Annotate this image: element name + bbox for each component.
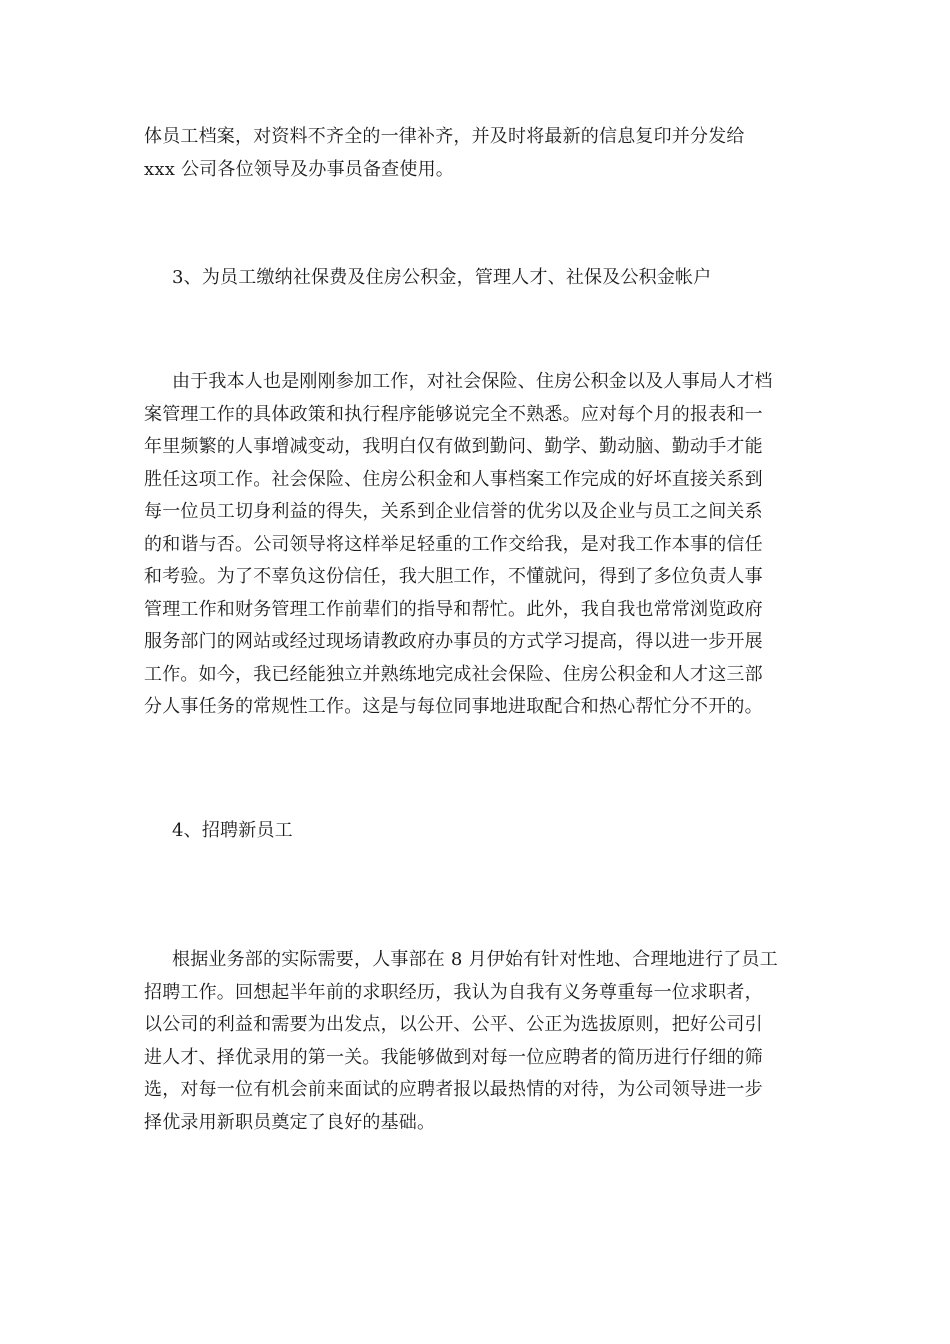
paragraph-line: 分人事任务的常规性工作。这是与每位同事地进取配合和热心帮忙分不开的。 [144, 696, 763, 717]
paragraph-line: 招聘工作。回想起半年前的求职经历，我认为自我有义务尊重每一位求职者， [144, 981, 763, 1003]
section-heading: 4、招聘新员工 [172, 820, 293, 841]
paragraph-line: 工作。如今，我已经能独立并熟练地完成社会保险、住房公积金和人才这三部 [144, 663, 763, 685]
paragraph-line: 进人才、择优录用的第一关。我能够做到对每一位应聘者的简历进行仔细的筛 [144, 1046, 763, 1068]
section-4-heading [144, 815, 814, 848]
paragraph-line: 胜任这项工作。社会保险、住房公积金和人事档案工作完成的好坏直接关系到 [144, 468, 763, 490]
paragraph-line: 年里频繁的人事增减变动，我明白仅有做到勤问、勤学、勤动脑、勤动手才能 [144, 436, 763, 457]
paragraph-line: 体员工档案，对资料不齐全的一律补齐，并及时将最新的信息复印并分发给 [144, 126, 745, 147]
section-4-paragraph [144, 944, 814, 1139]
paragraph-line: 的和谐与否。公司领导将这样举足轻重的工作交给我，是对我工作本事的信任 [144, 533, 763, 555]
paragraph-line: 每一位员工切身利益的得失，关系到企业信誉的优劣以及企业与员工之间关系 [144, 501, 763, 522]
section-3-paragraph [144, 366, 814, 724]
section-3-heading [144, 262, 814, 295]
paragraph-line: 以公司的利益和需要为出发点，以公开、公平、公正为选拔原则，把好公司引 [144, 1014, 763, 1035]
paragraph-line: 管理工作和财务管理工作前辈们的指导和帮忙。此外，我自我也常常浏览政府 [144, 598, 763, 620]
paragraph-line: 和考验。为了不辜负这份信任，我大胆工作，不懂就问，得到了多位负责人事 [144, 566, 763, 587]
paragraph-line: 择优录用新职员奠定了良好的基础。 [144, 1111, 436, 1133]
paragraph-line: 选，对每一位有机会前来面试的应聘者报以最热情的对待，为公司领导进一步 [144, 1079, 763, 1100]
section-heading: 3、为员工缴纳社保费及住房公积金，管理人才、社保及公积金帐户 [172, 267, 712, 288]
paragraph-line: xxx 公司各位领导及办事员备查使用。 [144, 158, 454, 180]
paragraph-line: 案管理工作的具体政策和执行程序能够说完全不熟悉。应对每个月的报表和一 [144, 403, 763, 425]
paragraph-line: 由于我本人也是刚刚参加工作，对社会保险、住房公积金以及人事局人才档 [172, 371, 773, 392]
paragraph-line: 根据业务部的实际需要，人事部在 8 月伊始有针对性地、合理地进行了员工 [172, 949, 778, 970]
intro-paragraph [144, 121, 814, 186]
paragraph-line: 服务部门的网站或经过现场请教政府办事员的方式学习提高，得以进一步开展 [144, 631, 763, 652]
